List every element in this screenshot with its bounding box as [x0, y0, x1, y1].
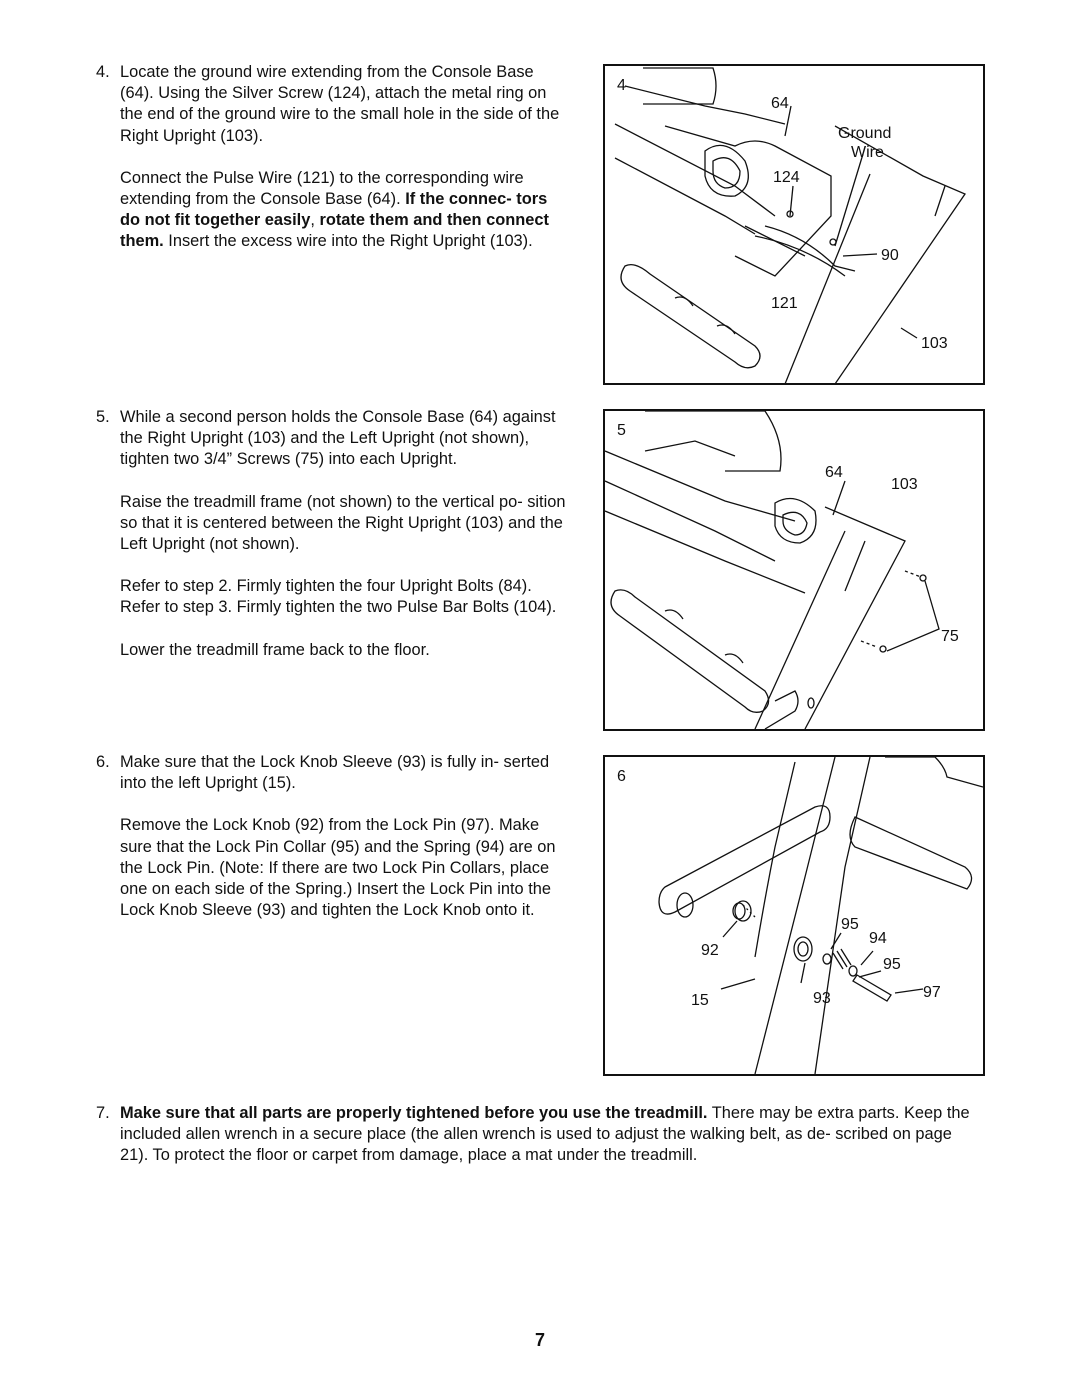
lock-knob: [735, 901, 751, 921]
callout-121: 121: [771, 295, 798, 312]
lock-knob-sleeve: [794, 937, 812, 961]
callout-95-top: 95: [841, 916, 859, 933]
callout-92: 92: [701, 942, 719, 959]
left-upright-front: [755, 757, 835, 1074]
pulse-bar-tube: [621, 265, 760, 368]
callout-90: 90: [881, 247, 899, 264]
figure-number: 5: [617, 422, 626, 439]
step-4-instruction-1: Locate the ground wire extending from the Console Base (64). Using the Silver Screw (124), attach the metal ring on the end of the ground wire to the small hole in the side of the Right Upright (103).: [120, 63, 560, 145]
figure-5-illustration: [605, 411, 983, 729]
step-7-bold-warning: Make sure that all parts are properly tightened before you use the treadmill.: [120, 1104, 708, 1122]
figure-number: 4: [617, 77, 626, 94]
figure-4-console-ground-wire: [603, 64, 985, 385]
pulse-wire: [765, 226, 855, 271]
step-number: 5.: [96, 408, 110, 426]
spring: [833, 949, 851, 969]
step-6: [96, 752, 566, 921]
callout-15: 15: [691, 992, 709, 1009]
callout-95-bottom: 95: [883, 956, 901, 973]
step-4-bold-warning-1: If the connec- tors do not fit together easily: [120, 190, 548, 230]
callout-wire: Wire: [851, 144, 884, 161]
step-7: [96, 1103, 976, 1167]
step-7-instruction: [120, 1103, 976, 1167]
callout-93: 93: [813, 990, 831, 1007]
step-5-instruction-2: Raise the treadmill frame (not shown) to the vertical po- sition so that it is centered between the Right Upright (103) and the Left Upright (not shown).: [120, 492, 566, 554]
console-top-outline: [643, 68, 716, 104]
right-upright-outline: [805, 507, 905, 729]
step-number: 7.: [96, 1104, 110, 1122]
page-number: 7: [534, 1330, 545, 1350]
step-4-text-b: Insert the excess wire into the Right Upright (103).: [168, 232, 533, 251]
step-5-instruction-4: Lower the treadmill frame back to the floor.: [120, 640, 430, 659]
step-4: [96, 62, 566, 253]
figure-number: 6: [617, 768, 626, 785]
step-4-bold-warning-2: rotate them and then connect them.: [120, 211, 549, 251]
callout-94: 94: [869, 930, 887, 947]
console-top-outline: [645, 411, 781, 471]
step-number: 4.: [96, 63, 110, 81]
pulse-bar-tube: [659, 806, 830, 914]
step-5-instruction-1: While a second person holds the Console Base (64) against the Right Upright (103) and the Left Upright (not shown), tighten two 3/4” Screws (75) into each Upright.: [120, 408, 556, 469]
console-base-outline: [665, 126, 831, 276]
callout-103: 103: [921, 335, 948, 352]
lock-pin: [853, 975, 891, 1001]
figure-4-illustration: [605, 66, 983, 383]
step-7-text: There may be extra parts. Keep the included allen wrench in a secure place (the allen wrench is used to adjust the walking belt, as de- scribed on page 21). To protect the floor or carpet from damage, place a mat under the treadmill.: [120, 1104, 970, 1165]
step-4-comma: ,: [310, 211, 315, 230]
callout-103: 103: [891, 476, 918, 493]
callout-64: 64: [825, 464, 843, 481]
callout-124: 124: [773, 169, 800, 186]
step-4-text-a: Connect the Pulse Wire (121) to the corresponding wire extending from the Console Base (64).: [120, 168, 524, 209]
callout-75: 75: [941, 628, 959, 645]
step-4-instruction-2: [120, 168, 566, 253]
cup-holder: [775, 499, 816, 544]
callout-64: 64: [771, 95, 789, 112]
step-5-instruction-3: Refer to step 2. Firmly tighten the four Upright Bolts (84). Refer to step 3. Firmly tighten the two Pulse Bar Bolts (104).: [120, 577, 557, 617]
figure-6-lock-knob-assembly: [603, 755, 985, 1076]
step-6-instruction-2: Remove the Lock Knob (92) from the Lock Pin (97). Make sure that the Lock Pin Collar (95) and the Spring (94) are on the Lock Pin. (Note: If there are two Lock Pin Collars, place one on each side of the Spring.) Insert the Lock Pin into the Lock Knob Sleeve (93) and tighten the Lock Knob onto it.: [120, 816, 556, 920]
step-6-instruction-1: Make sure that the Lock Knob Sleeve (93) is fully in- serted into the left Upright (15).: [120, 753, 550, 793]
step-5: [96, 407, 566, 661]
pulse-bar-tube: [611, 590, 769, 712]
callout-ground: Ground: [838, 125, 892, 142]
figure-6-illustration: [605, 757, 983, 1074]
callout-97: 97: [923, 984, 941, 1001]
figure-5-console-screws: [603, 409, 985, 731]
step-number: 6.: [96, 753, 110, 771]
